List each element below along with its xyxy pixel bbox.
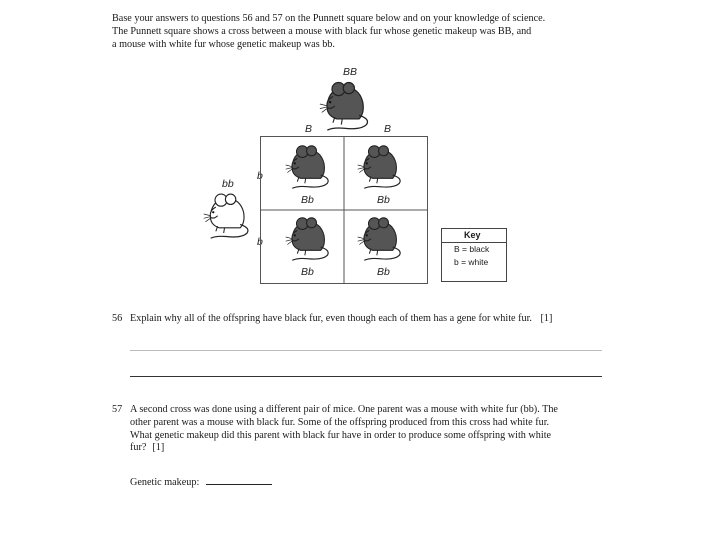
column-allele-1: B <box>305 123 313 135</box>
genetic-makeup-row <box>130 474 272 490</box>
genetic-makeup-answer-blank[interactable] <box>206 474 272 485</box>
q56-number: 56 <box>112 313 123 324</box>
black-mouse-parent-icon <box>318 76 374 132</box>
offspring-mouse-icon <box>356 140 406 190</box>
key-entry: B = black <box>454 244 490 254</box>
white-mouse-parent-icon <box>202 188 254 240</box>
cell-genotype: Bb <box>377 266 390 278</box>
row-allele-1: b <box>257 170 263 182</box>
q57-text <box>130 404 602 455</box>
q57-line-1: A second cross was done using a different pair of mice. One parent was a mouse with white fur (bb). The <box>130 404 558 415</box>
q56-prompt: Explain why all of the offspring have black fur, even though each of them has a gene for white fur. <box>130 313 532 324</box>
cell-genotype: Bb <box>301 266 314 278</box>
key-box <box>441 228 507 282</box>
q57-line-3: What genetic makeup did this parent with black fur have in order to produce some offspring with white <box>130 429 552 441</box>
q56-points: [1] <box>540 313 553 324</box>
q56-text <box>130 313 552 326</box>
q57-number: 57 <box>112 404 123 415</box>
q57-line-2: other parent was a mouse with black fur. Some of the offspring produced from this cross had white fur. <box>130 416 550 428</box>
offspring-mouse-icon <box>284 212 334 262</box>
intro-line-1: Base your answers to questions 56 and 57 on the Punnett square below and on your knowledge of science. <box>112 13 546 24</box>
row-allele-2: b <box>257 236 263 248</box>
offspring-mouse-icon <box>284 140 334 190</box>
key-entry: b = white <box>454 257 489 267</box>
parent-left-genotype: bb <box>222 178 234 190</box>
intro-line-3: a mouse with white fur whose genetic makeup was bb. <box>112 39 335 51</box>
q57-points: [1] <box>152 442 165 454</box>
cell-genotype: Bb <box>301 194 314 206</box>
intro-line-2: The Punnett square shows a cross between a mouse with black fur whose genetic makeup was BB, and <box>112 26 532 38</box>
genetic-makeup-label: Genetic makeup: <box>130 477 200 488</box>
intro-paragraph <box>112 12 606 52</box>
key-title: Key <box>442 229 506 243</box>
parent-top-genotype: BB <box>343 66 358 78</box>
answer-line[interactable] <box>130 376 602 377</box>
answer-line[interactable] <box>130 350 602 351</box>
offspring-mouse-icon <box>356 212 406 262</box>
column-allele-2: B <box>384 123 392 135</box>
q57-line-4: fur? <box>130 442 147 454</box>
cell-genotype: Bb <box>377 194 390 206</box>
